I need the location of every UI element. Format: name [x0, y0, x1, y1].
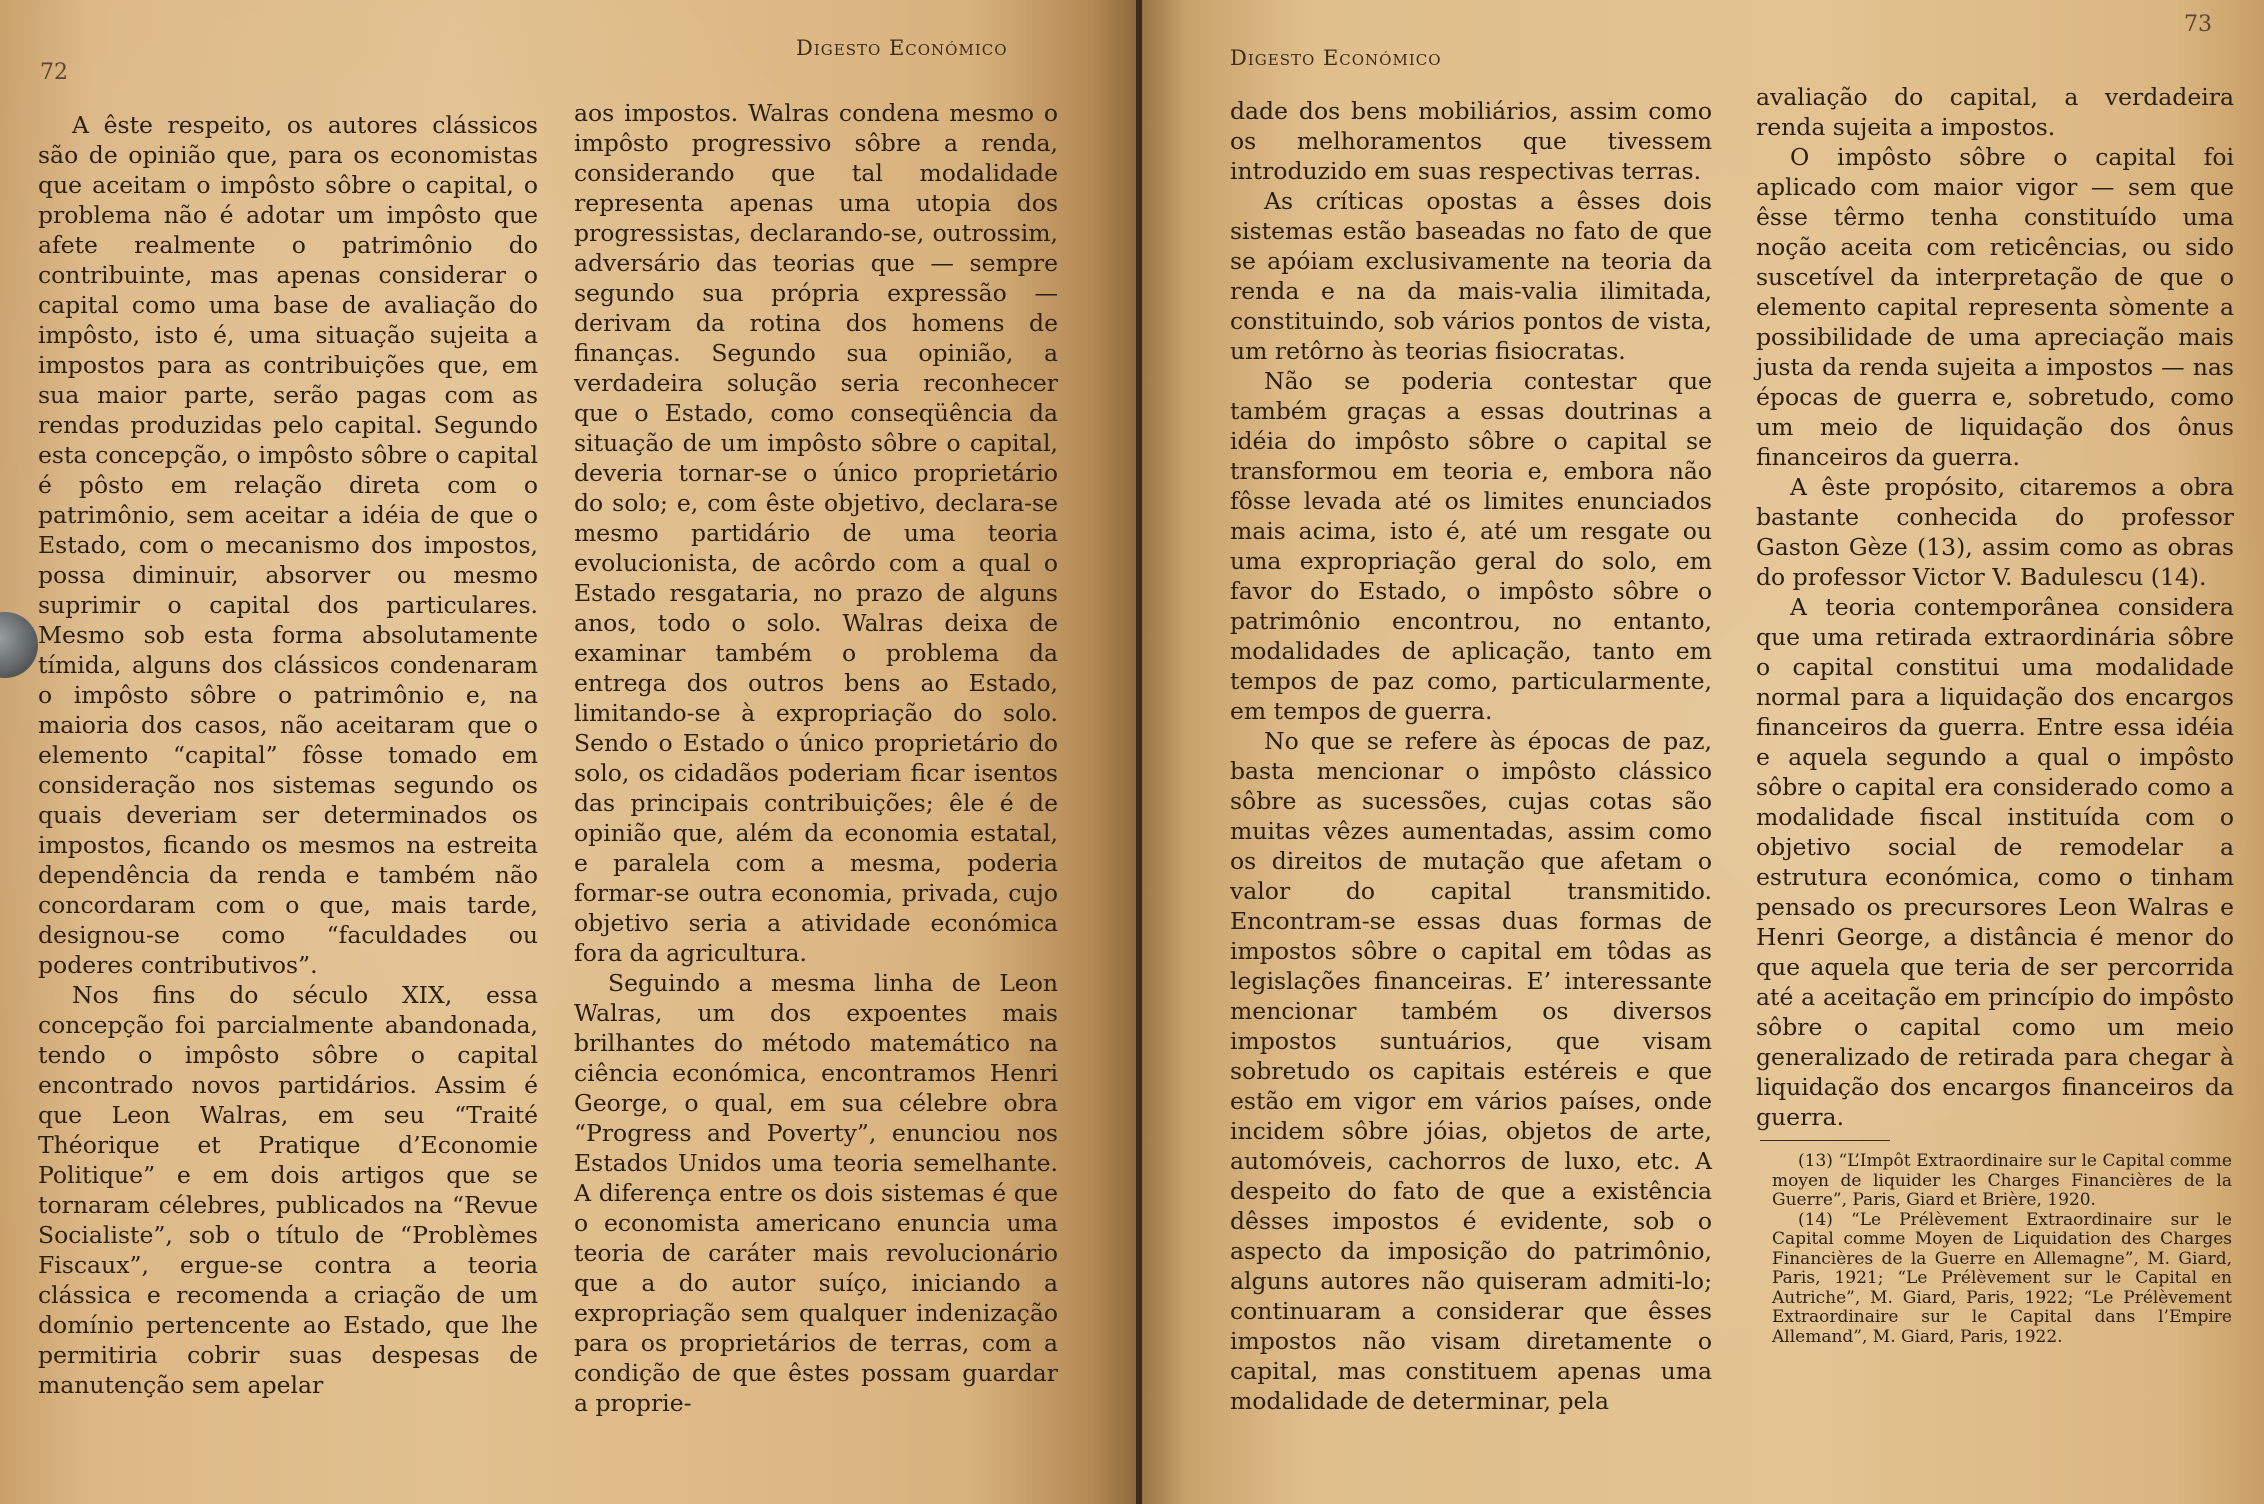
footnotes — [1772, 1152, 2232, 1347]
footnote-rule — [1760, 1140, 1890, 1141]
paragraph: A êste respeito, os autores clássicos são de opinião que, para os economistas que aceitam o impôsto sôbre o capital, o problema não é adotar um impôsto que afete realmente o patrimônio do contribuinte, mas apenas considerar o capital como uma base de avaliação do impôsto, isto é, uma situação sujeita a impostos para as contribuições que, em sua maior parte, serão pagas com as rendas produzidas pelo capital. Segundo esta concepção, o impôsto sôbre o capital é pôsto em relação direta com o patrimônio, sem aceitar a idéia de que o Estado, com o mecanismo dos impostos, possa diminuir, absorver ou mesmo suprimir o capital dos particulares. Mesmo sob esta forma absolutamente tímida, alguns dos clássicos condenaram o impôsto sôbre o patrimônio e, na maioria dos casos, não aceitaram que o elemento “capital” fôsse tomado em consideração nos sistemas segundo os quais deveriam ser determinados os impostos, ficando os mesmos na estreita dependência da renda e também não concordaram com o que, mais tarde, designou-se como “faculdades ou poderes contributivos”. — [38, 111, 538, 979]
paragraph: Nos fins do século XIX, essa concepção foi parcialmente abandonada, tendo o impôsto sôbre o capital encontrado novos partidários. Assim é que Leon Walras, em seu “Traité Théorique et Pratique d’Economie Politique” e em dois artigos que se tornaram célebres, publicados na “Revue Socialiste”, sob o título de “Problèmes Fiscaux”, ergue-se contra a teoria clássica e recomenda a criação de um domínio pertencente ao Estado, que lhe permitiria cobrir suas despesas de manutenção sem apelar — [38, 981, 538, 1399]
running-header: Digesto Económico — [1230, 46, 1442, 70]
running-header: Digesto Económico — [796, 36, 1008, 60]
paragraph: No que se refere às épocas de paz, basta mencionar o impôsto clássico sôbre as sucessões, cujas cotas são muitas vêzes aumentadas, assim como os direitos de mutação que afetam o valor do capital transmitido. Encontram-se essas duas formas de impostos sôbre o capital em tôdas as legislações financeiras. E’ interessante mencionar também os diversos impostos suntuários, que visam sobretudo os capitais estéreis e que estão em vigor em vários países, onde incidem sôbre jóias, objetos de arte, automóveis, cachorros de luxo, etc. A despeito do fato de que a existência dêsses impostos é evidente, sob o aspecto da imposição do patrimônio, alguns autores não quiseram admiti-lo; continuaram a considerar que êsses impostos não visam diretamente o capital, mas constituem apenas uma modalidade de determinar, pela — [1230, 727, 1712, 1415]
paragraph: Não se poderia contestar que também graças a essas doutrinas a idéia do impôsto sôbre o capital se transformou em teoria e, embora não fôsse levada até os limites enunciados mais acima, isto é, até um resgate ou uma expropriação geral do solo, em favor do Estado, o impôsto sôbre o patrimônio encontrou, no entanto, modalidades de aplicação, tanto em tempos de paz como, particularmente, em tempos de guerra. — [1230, 367, 1712, 725]
paragraph: dade dos bens mobiliários, assim como os melhoramentos que tivessem introduzido em suas respectivas terras. — [1230, 97, 1712, 185]
text-column-2 — [574, 98, 1058, 1418]
text-column-1 — [38, 110, 538, 1400]
paragraph: aos impostos. Walras condena mesmo o impôsto progressivo sôbre a renda, considerando que tal modalidade representa apenas uma utopia dos progressistas, declarando-se, outrossim, adversário das teorias que — sempre segundo sua própria expressão — derivam da rotina dos homens de finanças. Segundo sua opinião, a verdadeira solução seria reconhecer que o Estado, como conseqüência da situação de um impôsto sôbre o capital, deveria tornar-se o único proprietário do solo; e, com êste objetivo, declara-se mesmo partidário de uma teoria evolucionista, de acôrdo com a qual o Estado resgataria, no prazo de alguns anos, todo o solo. Walras deixa de examinar também o problema da entrega dos outros bens ao Estado, limitando-se à expropriação do solo. Sendo o Estado o único proprietário do solo, os cidadãos poderiam ficar isentos das principais contribuições; êle é de opinião que, além da economia estatal, e paralela com a mesma, poderia formar-se outra economia, privada, cujo objetivo seria a atividade económica fora da agricultura. — [574, 99, 1058, 967]
page-number: 73 — [2184, 12, 2212, 37]
footnote: (14) “Le Prélèvement Extraordinaire sur le Capital comme Moyen de Liquidation des Charges Financières de la Guerre en Allemagne”, M. Giard, Paris, 1921; “Le Prélèvement sur le Capital en Autriche”, M. Giard, Paris, 1922; “Le Prélèvement Extraordinaire sur le Capital dans l’Empire Allemand”, M. Giard, Paris, 1922. — [1772, 1209, 2232, 1347]
text-column-2 — [1756, 82, 2234, 1132]
paragraph: As críticas opostas a êsses dois sistemas estão baseadas no fato de que se apóiam exclusivamente na teoria da renda e na da mais-valia ilimitada, constituindo, sob vários pontos de vista, um retôrno às teorias fisiocratas. — [1230, 187, 1712, 365]
text-column-1 — [1230, 96, 1712, 1416]
footnote: (13) “L’Impôt Extraordinaire sur le Capital comme moyen de liquider les Charges Financières de la Guerre”, Paris, Giard et Brière, 1920. — [1772, 1151, 2232, 1210]
paragraph: Seguindo a mesma linha de Leon Walras, um dos expoentes mais brilhantes do método matemático na ciência económica, encontramos Henri George, o qual, em sua célebre obra “Progress and Poverty”, enunciou nos Estados Unidos uma teoria semelhante. A diferença entre os dois sistemas é que o economista americano enuncia uma teoria de caráter mais revolucionário que a do autor suíço, iniciando a expropriação sem qualquer indenização para os proprietários de terras, com a condição de que êstes possam guardar a proprie- — [574, 969, 1058, 1417]
paragraph: A êste propósito, citaremos a obra bastante conhecida do professor Gaston Gèze (13), assim como as obras do professor Victor V. Badulescu (14). — [1756, 473, 2234, 591]
paragraph: O impôsto sôbre o capital foi aplicado com maior vigor — sem que êsse têrmo tenha constituído uma noção aceita com reticências, ou sido suscetível da interpretação de que o elemento capital representa sòmente a possibilidade de uma apreciação mais justa da renda sujeita a impostos — nas épocas de guerra e, sobretudo, como um meio de liquidação dos ônus financeiros da guerra. — [1756, 143, 2234, 471]
binder-tab-marker — [0, 612, 38, 678]
paragraph: A teoria contemporânea considera que uma retirada extraordinária sôbre o capital constitui uma modalidade normal para a liquidação dos encargos financeiros da guerra. Entre essa idéia e aquela segundo a qual o impôsto sôbre o capital era considerado como a modalidade fiscal instituída com o objetivo social de remodelar a estrutura económica, como o tinham pensado os precursores Leon Walras e Henri George, a distância é menor do que aquela que teria de ser percorrida até a aceitação em princípio do impôsto sôbre o capital como um meio generalizado de retirada para chegar à liquidação dos encargos financeiros da guerra. — [1756, 593, 2234, 1131]
paragraph: avaliação do capital, a verdadeira renda sujeita a impostos. — [1756, 83, 2234, 141]
page-number: 72 — [40, 60, 68, 85]
right-page — [1142, 0, 2264, 1504]
